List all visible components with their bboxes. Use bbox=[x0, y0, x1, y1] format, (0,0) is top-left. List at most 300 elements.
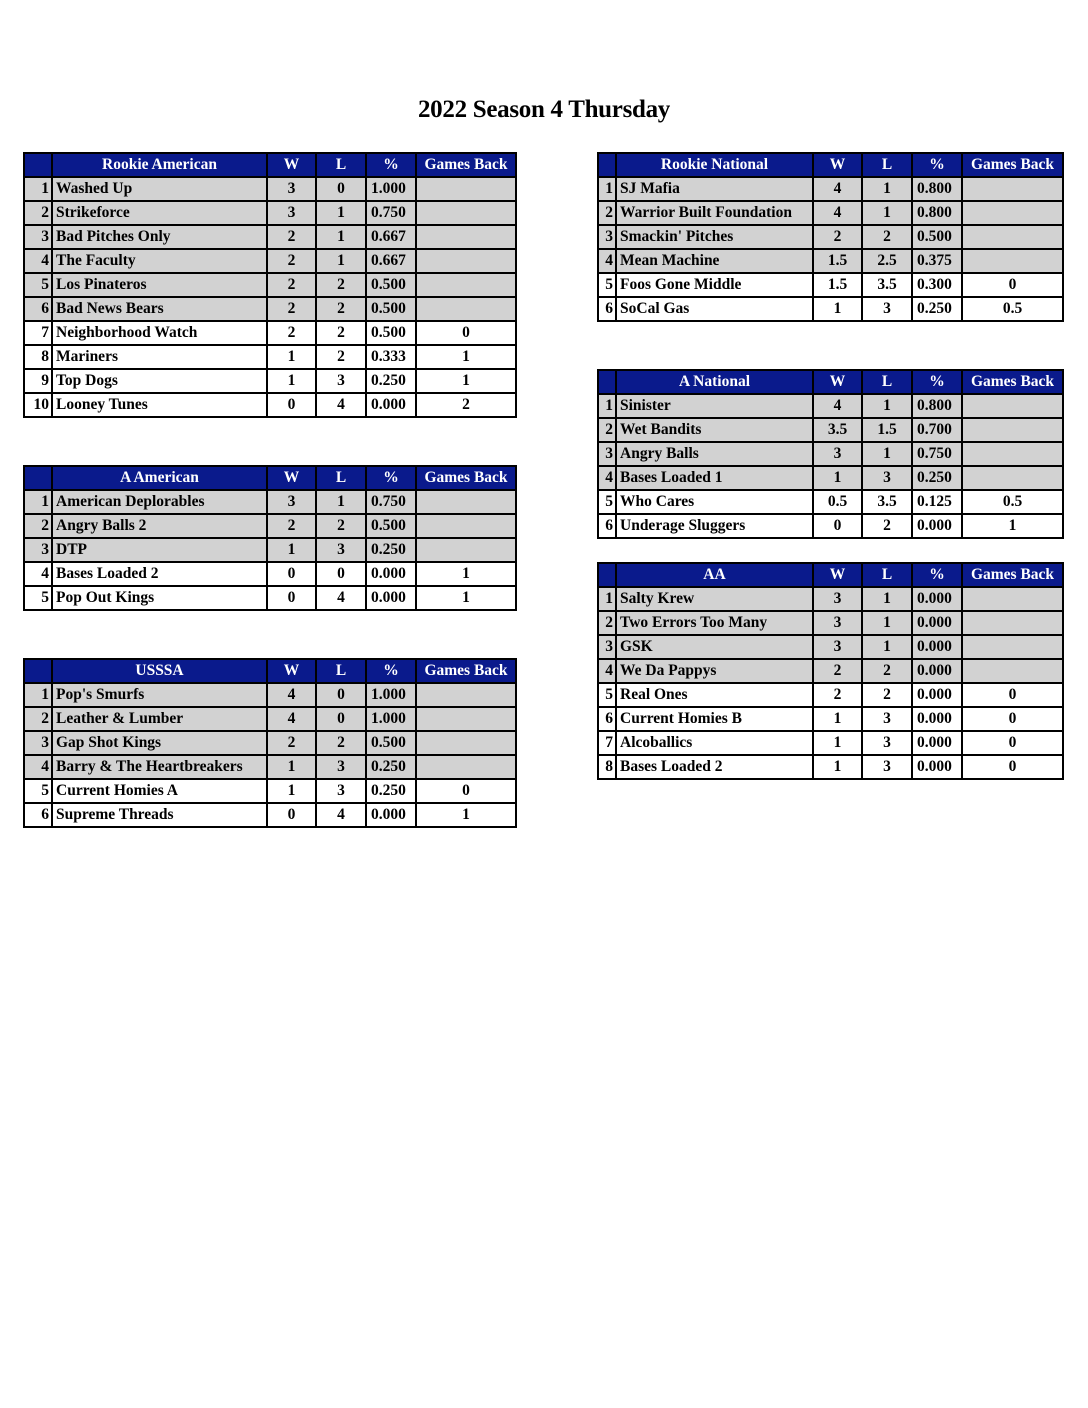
rank-cell: 4 bbox=[598, 466, 616, 490]
games-back-cell bbox=[962, 466, 1063, 490]
win-pct-cell: 0.250 bbox=[366, 538, 416, 562]
team-name-cell: Pop Out Kings bbox=[52, 586, 267, 610]
wins-cell: 1.5 bbox=[813, 273, 862, 297]
table-row bbox=[24, 683, 516, 707]
games-back-cell: 1 bbox=[416, 345, 516, 369]
win-pct-cell: 0.125 bbox=[912, 490, 962, 514]
losses-cell: 1.5 bbox=[862, 418, 912, 442]
wins-cell: 3.5 bbox=[813, 418, 862, 442]
losses-cell: 2 bbox=[316, 345, 366, 369]
table-row bbox=[598, 731, 1063, 755]
header-losses: L bbox=[862, 563, 912, 587]
losses-cell: 2 bbox=[316, 731, 366, 755]
losses-cell: 1 bbox=[316, 490, 366, 514]
games-back-cell bbox=[416, 490, 516, 514]
wins-cell: 4 bbox=[813, 201, 862, 225]
team-name-cell: Bad Pitches Only bbox=[52, 225, 267, 249]
table-row bbox=[598, 611, 1063, 635]
table-row bbox=[598, 394, 1063, 418]
team-name-cell: Pop's Smurfs bbox=[52, 683, 267, 707]
rank-cell: 5 bbox=[598, 683, 616, 707]
rank-cell: 4 bbox=[24, 562, 52, 586]
header-games-back: Games Back bbox=[962, 370, 1063, 394]
standings-table-rookie-national bbox=[597, 152, 1064, 322]
team-name-cell: Washed Up bbox=[52, 177, 267, 201]
wins-cell: 0 bbox=[267, 586, 316, 610]
rank-cell: 6 bbox=[598, 514, 616, 538]
team-name-cell: Bases Loaded 1 bbox=[616, 466, 813, 490]
win-pct-cell: 0.000 bbox=[912, 635, 962, 659]
games-back-cell bbox=[962, 201, 1063, 225]
win-pct-cell: 0.000 bbox=[366, 562, 416, 586]
team-name-cell: Bad News Bears bbox=[52, 297, 267, 321]
win-pct-cell: 0.000 bbox=[912, 707, 962, 731]
win-pct-cell: 0.700 bbox=[912, 418, 962, 442]
games-back-cell bbox=[962, 587, 1063, 611]
division-name: AA bbox=[616, 563, 813, 587]
table-row bbox=[24, 562, 516, 586]
wins-cell: 1 bbox=[813, 466, 862, 490]
table-row bbox=[598, 707, 1063, 731]
games-back-cell bbox=[416, 201, 516, 225]
games-back-cell bbox=[962, 442, 1063, 466]
wins-cell: 0 bbox=[267, 803, 316, 827]
losses-cell: 2 bbox=[862, 225, 912, 249]
table-row bbox=[24, 393, 516, 417]
rank-cell: 5 bbox=[24, 586, 52, 610]
table-header bbox=[598, 563, 1063, 587]
wins-cell: 2 bbox=[267, 225, 316, 249]
wins-cell: 2 bbox=[267, 731, 316, 755]
losses-cell: 4 bbox=[316, 393, 366, 417]
header-losses: L bbox=[316, 466, 366, 490]
table-row bbox=[598, 466, 1063, 490]
table-body bbox=[24, 490, 516, 610]
losses-cell: 1 bbox=[316, 249, 366, 273]
games-back-cell: 0 bbox=[962, 707, 1063, 731]
table-row bbox=[598, 177, 1063, 201]
losses-cell: 0 bbox=[316, 562, 366, 586]
header-games-back: Games Back bbox=[416, 466, 516, 490]
rank-cell: 4 bbox=[598, 249, 616, 273]
win-pct-cell: 0.000 bbox=[366, 586, 416, 610]
wins-cell: 1 bbox=[267, 345, 316, 369]
wins-cell: 1 bbox=[813, 297, 862, 321]
table-row bbox=[24, 707, 516, 731]
team-name-cell: The Faculty bbox=[52, 249, 267, 273]
win-pct-cell: 0.500 bbox=[366, 514, 416, 538]
header-win-pct: % bbox=[366, 466, 416, 490]
losses-cell: 2 bbox=[862, 683, 912, 707]
rank-cell: 2 bbox=[598, 611, 616, 635]
team-name-cell: Real Ones bbox=[616, 683, 813, 707]
header-rank-blank bbox=[24, 659, 52, 683]
header-row bbox=[598, 153, 1063, 177]
team-name-cell: DTP bbox=[52, 538, 267, 562]
losses-cell: 1 bbox=[862, 587, 912, 611]
losses-cell: 2 bbox=[316, 514, 366, 538]
team-name-cell: Neighborhood Watch bbox=[52, 321, 267, 345]
table-row bbox=[24, 586, 516, 610]
rank-cell: 4 bbox=[24, 249, 52, 273]
table-body bbox=[598, 587, 1063, 779]
rank-cell: 8 bbox=[598, 755, 616, 779]
team-name-cell: Bases Loaded 2 bbox=[616, 755, 813, 779]
rank-cell: 6 bbox=[598, 707, 616, 731]
table-row bbox=[24, 755, 516, 779]
losses-cell: 2 bbox=[316, 297, 366, 321]
win-pct-cell: 0.000 bbox=[366, 393, 416, 417]
standings-table-rookie-american bbox=[23, 152, 517, 418]
games-back-cell: 1 bbox=[416, 562, 516, 586]
team-name-cell: Smackin' Pitches bbox=[616, 225, 813, 249]
table-row bbox=[24, 369, 516, 393]
losses-cell: 3 bbox=[862, 731, 912, 755]
team-name-cell: Wet Bandits bbox=[616, 418, 813, 442]
rank-cell: 3 bbox=[24, 225, 52, 249]
wins-cell: 0 bbox=[267, 393, 316, 417]
win-pct-cell: 0.500 bbox=[912, 225, 962, 249]
header-wins: W bbox=[813, 370, 862, 394]
rank-cell: 9 bbox=[24, 369, 52, 393]
table-row bbox=[24, 273, 516, 297]
losses-cell: 1 bbox=[862, 442, 912, 466]
wins-cell: 3 bbox=[267, 201, 316, 225]
games-back-cell bbox=[416, 683, 516, 707]
division-name: Rookie National bbox=[616, 153, 813, 177]
header-rank-blank bbox=[598, 370, 616, 394]
table-row bbox=[598, 683, 1063, 707]
table-row bbox=[598, 249, 1063, 273]
win-pct-cell: 0.250 bbox=[366, 755, 416, 779]
losses-cell: 4 bbox=[316, 803, 366, 827]
losses-cell: 4 bbox=[316, 586, 366, 610]
table-row bbox=[24, 321, 516, 345]
rank-cell: 6 bbox=[24, 297, 52, 321]
losses-cell: 1 bbox=[862, 177, 912, 201]
table-body bbox=[24, 683, 516, 827]
wins-cell: 4 bbox=[813, 394, 862, 418]
games-back-cell: 2 bbox=[416, 393, 516, 417]
games-back-cell: 0 bbox=[962, 731, 1063, 755]
games-back-cell: 0 bbox=[962, 273, 1063, 297]
rank-cell: 4 bbox=[24, 755, 52, 779]
win-pct-cell: 0.800 bbox=[912, 201, 962, 225]
table-row bbox=[598, 418, 1063, 442]
header-row bbox=[24, 153, 516, 177]
wins-cell: 2 bbox=[813, 225, 862, 249]
table-row bbox=[598, 201, 1063, 225]
table-row bbox=[598, 273, 1063, 297]
losses-cell: 2 bbox=[862, 514, 912, 538]
table-row bbox=[598, 225, 1063, 249]
rank-cell: 3 bbox=[24, 538, 52, 562]
header-losses: L bbox=[316, 659, 366, 683]
header-win-pct: % bbox=[366, 659, 416, 683]
rank-cell: 3 bbox=[598, 225, 616, 249]
win-pct-cell: 0.000 bbox=[912, 683, 962, 707]
header-rank-blank bbox=[598, 563, 616, 587]
division-name: A National bbox=[616, 370, 813, 394]
table-row bbox=[24, 538, 516, 562]
wins-cell: 3 bbox=[267, 490, 316, 514]
standings-table-usssa bbox=[23, 658, 517, 828]
losses-cell: 3.5 bbox=[862, 273, 912, 297]
table-row bbox=[598, 587, 1063, 611]
win-pct-cell: 0.000 bbox=[912, 755, 962, 779]
games-back-cell: 0 bbox=[962, 755, 1063, 779]
losses-cell: 3 bbox=[316, 369, 366, 393]
header-rank-blank bbox=[24, 466, 52, 490]
header-win-pct: % bbox=[366, 153, 416, 177]
team-name-cell: Foos Gone Middle bbox=[616, 273, 813, 297]
rank-cell: 5 bbox=[598, 490, 616, 514]
header-wins: W bbox=[813, 563, 862, 587]
team-name-cell: SJ Mafia bbox=[616, 177, 813, 201]
games-back-cell bbox=[416, 177, 516, 201]
games-back-cell bbox=[416, 297, 516, 321]
header-wins: W bbox=[267, 153, 316, 177]
win-pct-cell: 0.750 bbox=[366, 201, 416, 225]
rank-cell: 5 bbox=[24, 273, 52, 297]
win-pct-cell: 1.000 bbox=[366, 707, 416, 731]
losses-cell: 3.5 bbox=[862, 490, 912, 514]
win-pct-cell: 0.250 bbox=[912, 466, 962, 490]
header-wins: W bbox=[267, 466, 316, 490]
table-row bbox=[598, 297, 1063, 321]
table-row bbox=[598, 659, 1063, 683]
win-pct-cell: 0.000 bbox=[912, 611, 962, 635]
wins-cell: 2 bbox=[267, 297, 316, 321]
wins-cell: 0 bbox=[267, 562, 316, 586]
team-name-cell: Angry Balls bbox=[616, 442, 813, 466]
rank-cell: 3 bbox=[598, 635, 616, 659]
team-name-cell: Top Dogs bbox=[52, 369, 267, 393]
rank-cell: 8 bbox=[24, 345, 52, 369]
games-back-cell: 0.5 bbox=[962, 297, 1063, 321]
win-pct-cell: 0.500 bbox=[366, 297, 416, 321]
losses-cell: 1 bbox=[862, 635, 912, 659]
rank-cell: 1 bbox=[598, 394, 616, 418]
header-wins: W bbox=[813, 153, 862, 177]
win-pct-cell: 1.000 bbox=[366, 177, 416, 201]
games-back-cell: 0.5 bbox=[962, 490, 1063, 514]
losses-cell: 0 bbox=[316, 707, 366, 731]
losses-cell: 0 bbox=[316, 683, 366, 707]
table-header bbox=[24, 466, 516, 490]
games-back-cell bbox=[416, 538, 516, 562]
wins-cell: 3 bbox=[813, 587, 862, 611]
division-name: Rookie American bbox=[52, 153, 267, 177]
losses-cell: 1 bbox=[316, 201, 366, 225]
wins-cell: 1 bbox=[813, 731, 862, 755]
win-pct-cell: 0.750 bbox=[366, 490, 416, 514]
rank-cell: 1 bbox=[598, 177, 616, 201]
team-name-cell: Current Homies A bbox=[52, 779, 267, 803]
division-name: USSSA bbox=[52, 659, 267, 683]
wins-cell: 3 bbox=[813, 611, 862, 635]
wins-cell: 1 bbox=[267, 369, 316, 393]
rank-cell: 1 bbox=[598, 587, 616, 611]
losses-cell: 2.5 bbox=[862, 249, 912, 273]
table-row bbox=[598, 514, 1063, 538]
rank-cell: 2 bbox=[598, 418, 616, 442]
losses-cell: 3 bbox=[316, 779, 366, 803]
wins-cell: 2 bbox=[267, 273, 316, 297]
table-row bbox=[24, 201, 516, 225]
table-row bbox=[24, 249, 516, 273]
losses-cell: 1 bbox=[862, 201, 912, 225]
team-name-cell: Barry & The Heartbreakers bbox=[52, 755, 267, 779]
losses-cell: 1 bbox=[862, 611, 912, 635]
losses-cell: 2 bbox=[862, 659, 912, 683]
table-row bbox=[24, 225, 516, 249]
team-name-cell: We Da Pappys bbox=[616, 659, 813, 683]
header-losses: L bbox=[862, 370, 912, 394]
header-wins: W bbox=[267, 659, 316, 683]
table-row bbox=[24, 490, 516, 514]
games-back-cell bbox=[416, 273, 516, 297]
wins-cell: 1 bbox=[267, 538, 316, 562]
wins-cell: 2 bbox=[813, 683, 862, 707]
wins-cell: 1 bbox=[267, 779, 316, 803]
win-pct-cell: 0.500 bbox=[366, 273, 416, 297]
header-games-back: Games Back bbox=[416, 659, 516, 683]
win-pct-cell: 0.300 bbox=[912, 273, 962, 297]
table-row bbox=[24, 297, 516, 321]
header-losses: L bbox=[316, 153, 366, 177]
header-row bbox=[598, 370, 1063, 394]
win-pct-cell: 0.250 bbox=[366, 369, 416, 393]
rank-cell: 5 bbox=[598, 273, 616, 297]
team-name-cell: Two Errors Too Many bbox=[616, 611, 813, 635]
win-pct-cell: 0.333 bbox=[366, 345, 416, 369]
win-pct-cell: 0.000 bbox=[912, 731, 962, 755]
win-pct-cell: 0.750 bbox=[912, 442, 962, 466]
games-back-cell: 1 bbox=[962, 514, 1063, 538]
games-back-cell bbox=[962, 249, 1063, 273]
table-row bbox=[598, 442, 1063, 466]
win-pct-cell: 0.800 bbox=[912, 394, 962, 418]
table-row bbox=[598, 755, 1063, 779]
team-name-cell: Alcoballics bbox=[616, 731, 813, 755]
rank-cell: 2 bbox=[598, 201, 616, 225]
rank-cell: 3 bbox=[24, 731, 52, 755]
games-back-cell bbox=[962, 659, 1063, 683]
wins-cell: 2 bbox=[267, 249, 316, 273]
games-back-cell bbox=[962, 611, 1063, 635]
wins-cell: 2 bbox=[267, 514, 316, 538]
losses-cell: 2 bbox=[316, 321, 366, 345]
wins-cell: 2 bbox=[813, 659, 862, 683]
wins-cell: 0.5 bbox=[813, 490, 862, 514]
rank-cell: 1 bbox=[24, 490, 52, 514]
games-back-cell bbox=[416, 514, 516, 538]
wins-cell: 4 bbox=[267, 707, 316, 731]
rank-cell: 1 bbox=[24, 683, 52, 707]
games-back-cell bbox=[962, 418, 1063, 442]
games-back-cell bbox=[416, 707, 516, 731]
games-back-cell bbox=[962, 177, 1063, 201]
standings-table-a-american bbox=[23, 465, 517, 611]
team-name-cell: GSK bbox=[616, 635, 813, 659]
rank-cell: 1 bbox=[24, 177, 52, 201]
table-header bbox=[598, 153, 1063, 177]
win-pct-cell: 0.667 bbox=[366, 225, 416, 249]
team-name-cell: Warrior Built Foundation bbox=[616, 201, 813, 225]
header-games-back: Games Back bbox=[416, 153, 516, 177]
wins-cell: 0 bbox=[813, 514, 862, 538]
header-row bbox=[24, 466, 516, 490]
team-name-cell: Salty Krew bbox=[616, 587, 813, 611]
losses-cell: 3 bbox=[862, 707, 912, 731]
wins-cell: 4 bbox=[813, 177, 862, 201]
losses-cell: 3 bbox=[862, 755, 912, 779]
win-pct-cell: 0.500 bbox=[366, 321, 416, 345]
header-row bbox=[24, 659, 516, 683]
win-pct-cell: 0.250 bbox=[912, 297, 962, 321]
team-name-cell: Los Pinateros bbox=[52, 273, 267, 297]
header-win-pct: % bbox=[912, 153, 962, 177]
rank-cell: 3 bbox=[598, 442, 616, 466]
header-win-pct: % bbox=[912, 563, 962, 587]
losses-cell: 3 bbox=[316, 755, 366, 779]
wins-cell: 2 bbox=[267, 321, 316, 345]
games-back-cell: 0 bbox=[416, 779, 516, 803]
table-header bbox=[598, 370, 1063, 394]
losses-cell: 0 bbox=[316, 177, 366, 201]
rank-cell: 2 bbox=[24, 201, 52, 225]
division-name: A American bbox=[52, 466, 267, 490]
win-pct-cell: 0.667 bbox=[366, 249, 416, 273]
header-rank-blank bbox=[24, 153, 52, 177]
team-name-cell: Mean Machine bbox=[616, 249, 813, 273]
team-name-cell: Looney Tunes bbox=[52, 393, 267, 417]
team-name-cell: Who Cares bbox=[616, 490, 813, 514]
team-name-cell: Supreme Threads bbox=[52, 803, 267, 827]
wins-cell: 1.5 bbox=[813, 249, 862, 273]
win-pct-cell: 0.000 bbox=[912, 659, 962, 683]
wins-cell: 3 bbox=[813, 635, 862, 659]
header-games-back: Games Back bbox=[962, 153, 1063, 177]
losses-cell: 1 bbox=[316, 225, 366, 249]
table-body bbox=[24, 177, 516, 417]
win-pct-cell: 0.375 bbox=[912, 249, 962, 273]
standings-table-aa bbox=[597, 562, 1064, 780]
team-name-cell: Leather & Lumber bbox=[52, 707, 267, 731]
table-row bbox=[24, 177, 516, 201]
header-row bbox=[598, 563, 1063, 587]
wins-cell: 3 bbox=[267, 177, 316, 201]
win-pct-cell: 0.800 bbox=[912, 177, 962, 201]
header-losses: L bbox=[862, 153, 912, 177]
wins-cell: 4 bbox=[267, 683, 316, 707]
losses-cell: 2 bbox=[316, 273, 366, 297]
wins-cell: 1 bbox=[813, 707, 862, 731]
table-header bbox=[24, 153, 516, 177]
team-name-cell: Angry Balls 2 bbox=[52, 514, 267, 538]
rank-cell: 4 bbox=[598, 659, 616, 683]
games-back-cell: 1 bbox=[416, 803, 516, 827]
wins-cell: 1 bbox=[813, 755, 862, 779]
win-pct-cell: 0.000 bbox=[912, 587, 962, 611]
team-name-cell: Gap Shot Kings bbox=[52, 731, 267, 755]
rank-cell: 6 bbox=[24, 803, 52, 827]
team-name-cell: Current Homies B bbox=[616, 707, 813, 731]
games-back-cell: 0 bbox=[962, 683, 1063, 707]
games-back-cell: 1 bbox=[416, 369, 516, 393]
table-row bbox=[24, 345, 516, 369]
